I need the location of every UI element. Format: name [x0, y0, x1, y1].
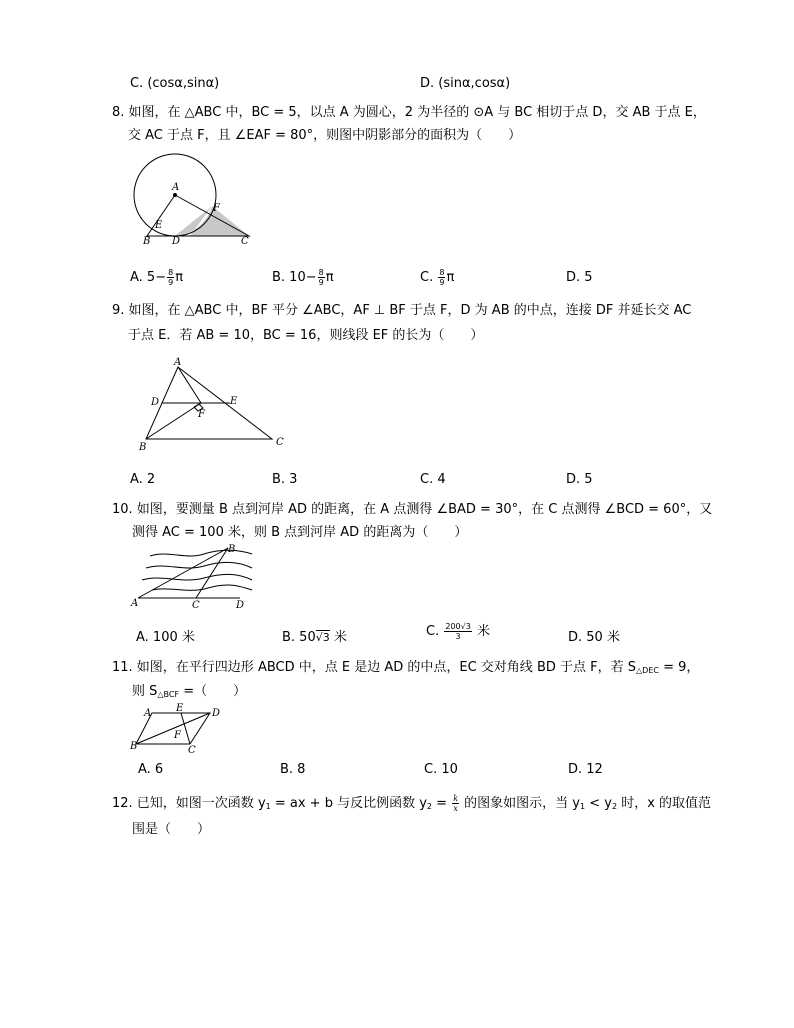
q8-label-e: E — [155, 220, 163, 231]
q9-option-a: A. 2 — [130, 472, 156, 487]
q11-label-e: E — [176, 703, 184, 714]
q9-stem-line1: 9. 如图，在 △ABC 中，BF 平分 ∠ABC，AF ⊥ BF 于点 F，D 为 AB 的中点，连接 DF 并延长交 AC — [112, 303, 692, 318]
q8-label-a: A — [172, 182, 180, 193]
q11-option-c: C. 10 — [424, 762, 458, 777]
q8-stem-line1: 8. 如图，在 △ABC 中，BC = 5，以点 A 为圆心，2 为半径的 ⊙A 与 BC 相切于点 D，交 AB 于点 E， — [112, 105, 706, 120]
q10-option-b: B. 50√3 米 — [282, 630, 347, 645]
q9-label-f: F — [198, 409, 205, 420]
q9-label-c: C — [276, 437, 284, 448]
q8-stem-line2: 交 AC 于点 F，且 ∠EAF = 80°，则图中阴影部分的面积为（ ） — [128, 128, 522, 143]
q11-segment-ec — [181, 713, 190, 744]
q11-stem-line2: 则 $S_{\triangle BCF}$ =（ ） — [132, 684, 247, 699]
q9-option-c: C. 4 — [420, 472, 446, 487]
q8-label-c: C — [241, 236, 249, 247]
q10-option-d: D. 50 米 — [568, 630, 620, 645]
q9-option-b: B. 3 — [272, 472, 298, 487]
q8-center-dot — [173, 193, 177, 197]
q8-option-c: C. $\frac{8}{9}$ π — [420, 268, 455, 287]
q10-label-a: A — [131, 598, 139, 609]
q10-label-b: B — [228, 544, 236, 555]
q8-option-d: D. 5 — [566, 270, 593, 285]
q11-label-b: B — [130, 741, 138, 752]
q10-option-a: A. 100 米 — [136, 630, 195, 645]
q10-label-d: D — [236, 600, 245, 611]
q11-stem-line1: 11. 如图，在平行四边形 ABCD 中，点 E 是边 AD 的中点，EC 交对角线 BD 于点 F，若 $S_{\triangle DEC} = 9$， — [112, 660, 700, 675]
q12-stem-line2: 围是（ ） — [132, 822, 211, 837]
q8-shaded-region — [175, 206, 249, 236]
q10-label-c: C — [192, 600, 200, 611]
q11-option-b: B. 8 — [280, 762, 306, 777]
q9-figure — [136, 355, 286, 455]
q10-figure — [128, 540, 268, 615]
q11-option-a: A. 6 — [138, 762, 164, 777]
q9-label-b: B — [139, 442, 147, 453]
q11-label-d: D — [212, 708, 221, 719]
q8-label-b: B — [143, 236, 151, 247]
q9-label-e: E — [230, 396, 238, 407]
q10-stem-line2: 测得 AC = 100 米，则 B 点到河岸 AD 的距离为（ ） — [132, 525, 468, 540]
q10-segment-cb — [196, 548, 228, 598]
q10-river-wave-1 — [150, 550, 252, 556]
q10-river-wave-3 — [142, 574, 252, 580]
q9-stem-line2: 于点 E．若 AB = 10，BC = 16，则线段 EF 的长为（ ） — [128, 328, 484, 343]
prev-option-c: C. (cosα,sinα) — [130, 76, 220, 91]
q11-label-f: F — [174, 730, 181, 741]
q10-river-wave-2 — [146, 562, 252, 568]
q10-stem-line1: 10. 如图，要测量 B 点到河岸 AD 的距离，在 A 点测得 ∠BAD = 30°，在 C 点测得 ∠BCD = 60°，又 — [112, 502, 713, 517]
q8-option-a: A. 5− $\frac{8}{9}$ π — [130, 268, 184, 287]
q9-label-d: D — [151, 397, 160, 408]
q11-label-a: A — [144, 708, 152, 719]
q9-option-d: D. 5 — [566, 472, 593, 487]
q9-segment-af — [178, 367, 201, 403]
q11-label-c: C — [188, 745, 196, 756]
q8-option-b: B. 10− $\frac{8}{9}$ π — [272, 268, 334, 287]
q8-figure — [128, 155, 258, 245]
q9-label-a: A — [174, 357, 182, 368]
q11-figure — [128, 700, 223, 755]
q8-label-d: D — [172, 236, 181, 247]
q8-label-f: F — [213, 203, 220, 214]
prev-option-d: D. (sinα,cosα) — [420, 76, 511, 91]
q10-option-c: C. $\frac{200√3}{3}$ 米 — [426, 622, 490, 641]
q12-stem-line1: 12. 已知，如图一次函数 $y_1$ = ax + b 与反比例函数 $y_2$ = $\frac{k}{x}$ 的图象如图示，当 $y_1 < y_2$ 时，x 的取值范 — [112, 794, 712, 813]
q11-option-d: D. 12 — [568, 762, 603, 777]
